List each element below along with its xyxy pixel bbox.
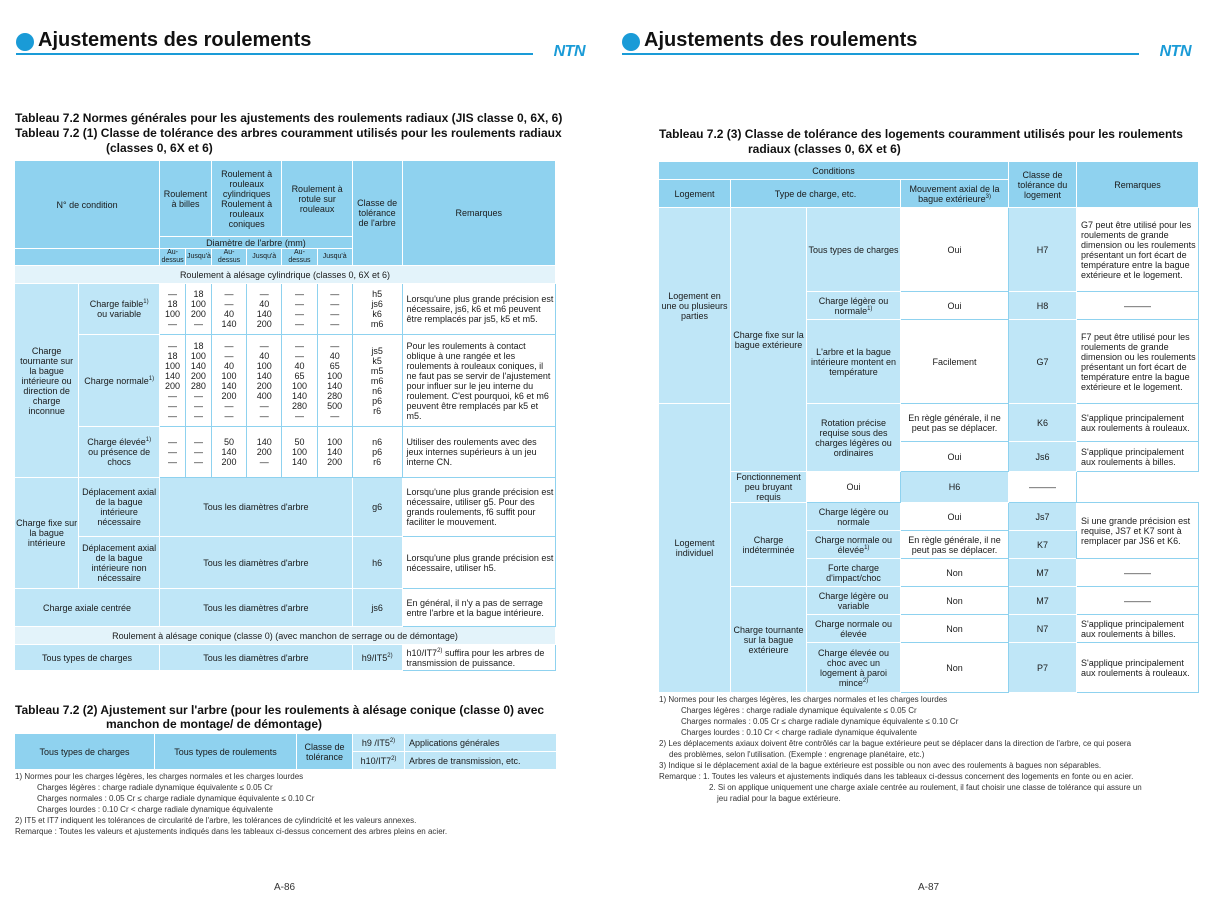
left-page (0, 0, 605, 911)
cell: — 40 65 100 140 280 500 — (317, 335, 352, 427)
cell: Non (901, 587, 1009, 615)
table-caption: Tableau 7.2 (3) Classe de tolérance des logements couramment utilisés pour les roulements (659, 127, 1183, 141)
cell: En règle générale, il ne peut pas se déplacer. (901, 531, 1009, 559)
header-rule (16, 53, 533, 55)
cell: h10/IT7 (360, 755, 392, 766)
cell: En règle générale, il ne peut pas se déplacer. (901, 404, 1009, 442)
cell: Oui (901, 292, 1009, 320)
note-line: Charges lourdes : 0.10 Cr < charge radiale dynamique équivalente (681, 728, 917, 737)
note-line: Charges légères : charge radiale dynamique équivalente ≤ 0.05 Cr (37, 783, 273, 792)
page-number: A-86 (274, 882, 296, 893)
cell: Tous types de charges (15, 734, 155, 770)
remark-cell: ——— (1077, 587, 1199, 615)
remark-cell: F7 peut être utilisé pour les roulements de grande dimension ou les roulements présentant un fort écart de température entre la bague extérieure et le logement. (1077, 320, 1199, 404)
note-line: Remarque : Toutes les valeurs et ajustements indiqués dans les tableaux ci-dessus concernent des arbres pleins en acier. (15, 827, 448, 836)
cell: 50 100 140 (282, 427, 317, 478)
tapered-fit-table: Tous types de charges Tous types de roulements Classe de tolérance h9 /IT5$^{2)}$ Applications générales h10/IT7$^{2)}$ Arbres de transmission, etc. (14, 733, 557, 770)
cell: Facilement (901, 320, 1009, 404)
cell: 140 200 — (247, 427, 282, 478)
cell: — 18 100 — (160, 284, 186, 335)
bullet-icon (622, 33, 640, 51)
class-cell: G7 (1009, 320, 1077, 404)
table-caption: Tableau 7.2 (1) Classe de tolérance des arbres couramment utilisés pour les roulements radiaux (15, 126, 562, 140)
cell: Oui (901, 503, 1009, 531)
cell: — — — — (317, 284, 352, 335)
note-line: Charges lourdes : 0.10 Cr < charge radiale dynamique équivalente (37, 805, 273, 814)
cell: L'arbre et la bague intérieure montent en température (807, 320, 901, 404)
class-cell: h6 (352, 537, 402, 589)
header-au: Au-dessus (211, 249, 246, 266)
remark-cell: S'applique principalement aux roulements à rouleaux. (1077, 643, 1199, 693)
bullet-icon (16, 33, 34, 51)
table-caption: Tableau 7.2 Normes générales pour les ajustements des roulements radiaux (JIS classe 0, 6X, 6) (15, 111, 563, 125)
note-line: Charges normales : 0.05 Cr ≤ charge radiale dynamique équivalente ≤ 0.10 Cr (37, 794, 315, 803)
class-cell: h9/IT5 (361, 652, 388, 663)
note-line: Charges normales : 0.05 Cr ≤ charge radiale dynamique équivalente ≤ 0.10 Cr (681, 717, 959, 726)
load-fixe: Charge fixe sur la bague extérieure (731, 208, 807, 472)
note-line: 3) Indique si le déplacement axial de la bague extérieure est possible ou non avec des roulements à bagues non séparables. (659, 761, 1102, 770)
page-header (16, 30, 589, 60)
cell: Classe de tolérance (297, 734, 353, 770)
header-au: Au-dessus (161, 249, 184, 264)
remark-cell: Pour les roulements à contact oblique à une rangée et les roulements à rouleaux coniques, il ne faut pas se servir de l'ajustement pour influer sur le jeu interne du roulement. C'est pourquoi, k6 et m6 peuvent être remplacés par k5 et m5. (402, 335, 555, 427)
cell: — — — (160, 427, 186, 478)
note-line: 2) IT5 et IT7 indiquent les tolérances de circularité de l'arbre, les tolérances de cylindricité et les valeurs annexes. (15, 816, 417, 825)
housing-type: Logement en une ou plusieurs parties (659, 208, 731, 404)
band-cylindrical: Roulement à alésage cylindrique (classes 0, 6X et 6) (15, 266, 556, 284)
note-line: Charges légères : charge radiale dynamique équivalente ≤ 0.05 Cr (681, 706, 917, 715)
cond-deplacement-non: Déplacement axial de la bague intérieure non nécessaire (79, 537, 160, 589)
cell: Tous types de charges (807, 208, 901, 292)
remark-cell: ——— (1077, 292, 1199, 320)
cell: 18 100 200 — (185, 284, 211, 335)
cell: — 40 140 200 (247, 284, 282, 335)
class-cell: Js6 (1009, 442, 1077, 472)
header-class: Classe de tolérance de l'arbre (352, 161, 402, 266)
page-title: Ajustements des roulements (38, 29, 312, 51)
remark-cell: En général, il n'y a pas de serrage entre l'arbre et la bague intérieure. (402, 589, 555, 627)
cell: Fonctionnement peu bruyant requis (731, 472, 807, 503)
class-cell: n6 p6 r6 (352, 427, 402, 478)
header-rule (622, 53, 1139, 55)
charge-fixe: Charge fixe sur la bague intérieure (15, 478, 79, 589)
band-conical: Roulement à alésage conique (classe 0) (avec manchon de serrage ou de démontage) (15, 627, 556, 645)
cell: — — — — (282, 284, 317, 335)
class-cell: K7 (1009, 531, 1077, 559)
cell: 100 140 200 (317, 427, 352, 478)
table-caption: (classes 0, 6X et 6) (106, 141, 213, 155)
remark-cell: S'applique principalement aux roulements à billes. (1077, 615, 1199, 643)
cond-elevee: Charge élevée (87, 437, 146, 447)
header-mouvement: Mouvement axial de la bague extérieure (909, 183, 1000, 204)
cell: Charge légère ou variable (807, 587, 901, 615)
header-type: Type de charge, etc. (731, 180, 901, 208)
remark-cell: suffira pour les arbres de transmission de puissance. (406, 647, 545, 668)
class-cell: K6 (1009, 404, 1077, 442)
cell: Oui (901, 208, 1009, 292)
note-line: Remarque : 1. Toutes les valeurs et ajustements indiqués dans les tableaux ci-dessus concernent des logements en fonte ou en acier. (659, 772, 1134, 781)
header-remarks: Remarques (402, 161, 555, 266)
class-cell: M7 (1009, 559, 1077, 587)
class-cell: js5 k5 m5 m6 n6 p6 r6 (352, 335, 402, 427)
header-cylindrical: Roulement à rouleaux cylindriques Roulement à rouleaux coniques (211, 161, 281, 237)
class-cell: Js7 (1009, 503, 1077, 531)
cond-faible-2: ou variable (97, 309, 142, 319)
header-jusq: Jusqu'à (185, 249, 211, 266)
cell: Tous les diamètres d'arbre (160, 645, 353, 671)
note-line: 1) Normes pour les charges légères, les charges normales et les charges lourdes (659, 695, 948, 704)
class-cell: h5 js6 k6 m6 (352, 284, 402, 335)
remark-cell: Utiliser des roulements avec des jeux internes supérieurs à un jeu interne CN. (402, 427, 555, 478)
footnotes (659, 694, 1142, 804)
charge-axiale: Charge axiale centrée (15, 589, 160, 627)
cell: Arbres de transmission, etc. (405, 752, 557, 770)
header-condition: N° de condition (15, 161, 160, 249)
class-cell: M7 (1009, 587, 1077, 615)
class-cell: H6 (901, 472, 1009, 503)
cell: Charge normale ou élevée (814, 534, 893, 555)
header-jusq: Jusqu'à (317, 249, 352, 266)
cell: Charge légère ou normale (807, 503, 901, 531)
cell: Tous types de roulements (155, 734, 297, 770)
cell: Forte charge d'impact/choc (807, 559, 901, 587)
housing-tolerance-table: Conditions Classe de tolérance du logement Remarques Logement Type de charge, etc. Mouvement axial de la bague extérieure$^{3)}$ Logement en une ou plusieurs parties Charge fixe sur la bague extérieure Tous types de charges Oui H7 G7 peut être utilisé pour les roulements de grande dimension ou les roulements présentant un fort écart de température entre la bague extérieure et le logement. Charge légère ou normale$^{1)}$ Oui H8 ——— L'arbre et la bague intérieure montent en température Facilement G7 F7 peut être utilisé pour les roulements de grande dimension ou les roulements présentant un fort écart de température entre la bague extérieure et le logement. Logement individuel Rotation précise requise sous des charges légères ou ordinaires En règle générale, il ne peut pas se déplacer. K6 S'applique principalement aux roulements à rouleaux. Oui Js6 S'applique principalement aux roulements à billes. Fonctionnement peu bruyant requis Oui H6 ——— Charge indéterminée Charge légère ou normale Oui Js7 Si une grande précision est requise, JS7 et K7 sont à remplacer par JS6 et K6. Charge normale ou élevée$^{1)}$ En règle générale, il ne peut pas se déplacer. K7 Forte charge d'impact/choc Non M7 ——— Charge tournante sur la bague extérieure Charge légère ou variable Non M7 ——— Charge normale ou élevée Non N7 S'applique principalement aux roulements à billes. Charge élevée ou choc avec un logement à paroi mince$^{2)}$ Non P7 S'applique principalement aux roulements à rouleaux. (658, 161, 1199, 693)
cond-tous: Tous types de charges (15, 645, 160, 671)
remark-cell: ——— (1077, 559, 1199, 587)
remark-cell: Lorsqu'une plus grande précision est nécessaire, utiliser h5. (402, 537, 555, 589)
cell: Non (901, 643, 1009, 693)
cell: — 18 100 140 200 — — — (160, 335, 186, 427)
cell: h9 /IT5 (361, 737, 390, 748)
cell: Rotation précise requise sous des charges légères ou ordinaires (807, 404, 901, 472)
cond-deplacement: Déplacement axial de la bague intérieure nécessaire (79, 478, 160, 537)
page-header (622, 30, 1195, 60)
cell: Non (901, 559, 1009, 587)
cell: — — 40 65 100 140 280 — (282, 335, 317, 427)
class-cell: H7 (1009, 208, 1077, 292)
cell: Tous les diamètres d'arbre (160, 537, 353, 589)
cond-normale: Charge normale (84, 375, 149, 386)
class-cell: P7 (1009, 643, 1077, 693)
table-caption: Tableau 7.2 (2) Ajustement sur l'arbre (pour les roulements à alésage conique (classe 0) avec (15, 703, 545, 717)
remark-cell: S'applique principalement aux roulements à rouleaux. (1077, 404, 1199, 442)
cell: 18 100 140 200 280 — — — (185, 335, 211, 427)
cell: — — 40 100 140 200 — — (211, 335, 246, 427)
cell: — — 40 140 (211, 284, 246, 335)
note-line: des problèmes, selon l'utilisation. (Exemple : engrenage planétaire, etc.) (669, 750, 925, 759)
page-title: Ajustements des roulements (644, 29, 918, 51)
load-tournante: Charge tournante sur la bague extérieure (731, 587, 807, 693)
cell: Oui (901, 442, 1009, 472)
charge-tournante: Charge tournante sur la bague intérieure ou direction de charge inconnue (15, 284, 79, 478)
table-caption: radiaux (classes 0, 6X et 6) (748, 142, 901, 156)
header-rotule: Roulement à rotule sur rouleaux (282, 161, 352, 237)
remark-cell: S'applique principalement aux roulements à billes. (1077, 442, 1199, 472)
class-cell: N7 (1009, 615, 1077, 643)
remark-cell: Lorsqu'une plus grande précision est nécessaire, utiliser g5. Pour des grands roulements, f6 suffit pour faciliter le mouvement. (402, 478, 555, 537)
cell: Non (901, 615, 1009, 643)
cell: Charge normale ou élevée (807, 615, 901, 643)
note-line: 2. Si on applique uniquement une charge axiale centrée au roulement, il faut choisir une classe de tolérance qui assure un (709, 783, 1142, 792)
class-cell: H8 (1009, 292, 1077, 320)
cell: Applications générales (405, 734, 557, 752)
shaft-tolerance-table: N° de condition Roulement à billes Roulement à rouleaux cylindriques Roulement à rouleaux coniques Roulement à rotule sur rouleaux Classe de tolérance de l'arbre Remarques Diamètre de l'arbre (mm) Au-dessus Jusqu'à Au-dessus Jusqu'à Au-dessus Jusqu'à Roulement à alésage cylindrique (classes 0, 6X et 6) Charge tournante sur la bague intérieure ou direction de charge inconnue Charge faible$^{1)}$ ou variable — 18 100 — 18 100 200 — — — 40 140 — 40 140 200 — — — — — — — — h5 js6 k6 m6 Lorsqu'une plus grande précision est nécessaire, js6, k6 et m6 peuvent être remplacés par js5, k5 et m5. Charge normale$^{1)}$ — 18 100 140 200 — — — 18 100 140 200 280 — — — — — 40 100 140 200 — — — 40 100 140 200 400 — — — — 40 65 100 140 280 — — 40 65 100 140 280 500 — js5 k5 m5 m6 n6 p6 r6 Pour les roulements à contact oblique à une rangée et les roulements à rouleaux coniques, il ne faut pas se servir de l'ajustement pour influer sur le jeu interne du roulement. C'est pourquoi, k6 et m6 peuvent être remplacés par k5 et m5. Charge élevée$^{1)}$ ou présence de chocs — — — — — — 50 140 200 140 200 — 50 100 140 100 140 200 n6 p6 r6 Utiliser des roulements avec des jeux internes supérieurs à un jeu interne CN. Charge fixe sur la bague intérieure Déplacement axial de la bague intérieure nécessaire Tous les diamètres d'arbre g6 Lorsqu'une plus grande précision est nécessaire, utiliser g5. Pour des grands roulements, f6 suffit pour faciliter le mouvement. Déplacement axial de la bague intérieure non nécessaire Tous les diamètres d'arbre h6 Lorsqu'une plus grande précision est nécessaire, utiliser h5. Charge axiale centrée Tous les diamètres d'arbre js6 En général, il n'y a pas de serrage entre l'arbre et la bague intérieure. Roulement à alésage conique (classe 0) (avec manchon de serrage ou de démontage) Tous types de charges Tous les diamètres d'arbre h9/IT5$^{2)}$ h10/IT7$^{2)}$ suffira pour les arbres de transmission de puissance. (14, 160, 556, 671)
housing-type: Logement individuel (659, 404, 731, 693)
load-indeterminee: Charge indéterminée (731, 503, 807, 587)
header-logement: Logement (659, 180, 731, 208)
remark-cell: h10/IT7 (406, 647, 438, 658)
cell: Charge élevée ou choc avec un logement à paroi mince (817, 647, 890, 688)
right-page (606, 0, 1211, 911)
page-number: A-87 (918, 882, 940, 893)
footnotes (15, 771, 447, 837)
cond-faible: Charge faible (89, 299, 144, 309)
header-au: Au-dessus (282, 249, 317, 266)
remark-cell: Lorsqu'une plus grande précision est nécessaire, js6, k6 et m6 peuvent être remplacés par js5, k5 et m5. (402, 284, 555, 335)
header-class: Classe de tolérance du logement (1009, 162, 1077, 208)
cell: Tous les diamètres d'arbre (160, 589, 353, 627)
cell: — 40 100 140 200 400 — — (247, 335, 282, 427)
note-line: jeu radial pour la bague extérieure. (717, 794, 841, 803)
header-jusq: Jusqu'à (247, 249, 282, 266)
cell: Charge légère ou normale (818, 295, 889, 316)
header-remarks: Remarques (1077, 162, 1199, 208)
note-line: 2) Les déplacements axiaux doivent être contrôlés car la bague extérieure peut se déplacer dans la direction de l'arbre, ce qui posera (659, 739, 1132, 748)
header-billes: Roulement à billes (160, 161, 212, 237)
cell: Oui (807, 472, 901, 503)
header-diameter: Diamètre de l'arbre (mm) (160, 237, 353, 249)
ntn-logo: NTN (1159, 43, 1191, 60)
note-line: 1) Normes pour les charges légères, les charges normales et les charges lourdes (15, 772, 304, 781)
header-conditions: Conditions (659, 162, 1009, 180)
remark-cell: Si une grande précision est requise, JS7 et K7 sont à remplacer par JS6 et K6. (1077, 503, 1199, 559)
class-cell: g6 (352, 478, 402, 537)
cell: Tous les diamètres d'arbre (160, 478, 353, 537)
cell: 50 140 200 (211, 427, 246, 478)
remark-cell: G7 peut être utilisé pour les roulements de grande dimension ou les roulements présentant un fort écart de température entre la bague extérieure et le logement. (1077, 208, 1199, 292)
ntn-logo: NTN (553, 43, 585, 60)
remark-cell: ——— (1009, 472, 1077, 503)
table-caption: manchon de montage/ de démontage) (106, 717, 323, 731)
cell: — — — (185, 427, 211, 478)
class-cell: js6 (352, 589, 402, 627)
cond-elevee-2: ou présence de chocs (88, 447, 151, 467)
